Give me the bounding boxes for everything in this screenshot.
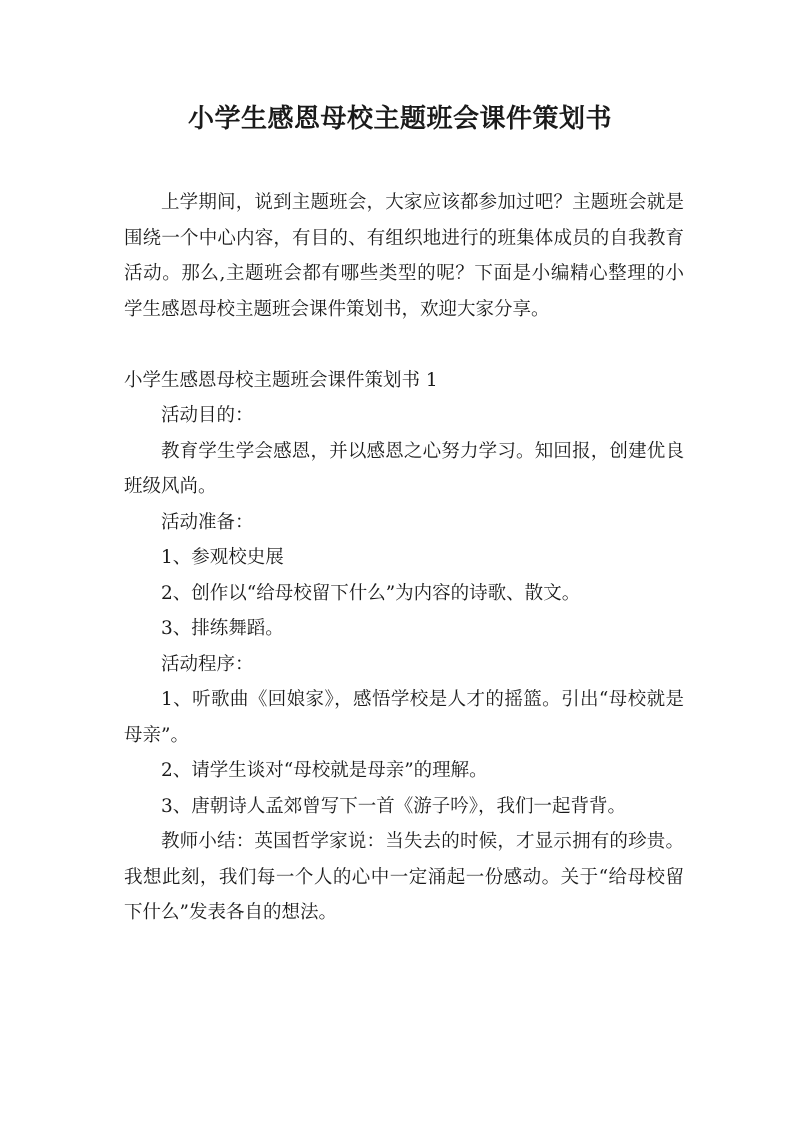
section-heading: 小学生感恩母校主题班会课件策划书 1 (124, 369, 438, 391)
paragraph-procedure-item-1: 1、听歌曲《回娘家》，感悟学校是人才的摇篮。引出“母校就是母亲”。 (124, 689, 684, 746)
paragraph-prep-label: 活动准备： (161, 511, 254, 533)
paragraph-prep-item-3: 3、排练舞蹈。 (161, 618, 284, 639)
paragraph-procedure-item-3: 3、唐朝诗人孟郊曾写下一首《游子吟》，我们一起背背。 (161, 795, 627, 817)
paragraph-procedure-item-2: 2、请学生谈对“母校就是母亲”的理解。 (161, 760, 488, 781)
document-body (124, 185, 684, 931)
paragraph-goal-label: 活动目的： (161, 405, 254, 426)
document-title: 小学生感恩母校主题班会课件策划书 (187, 104, 612, 134)
paragraph-prep-item-2: 2、创作以“给母校留下什么”为内容的诗歌、散文。 (161, 582, 581, 604)
paragraph-procedure-label: 活动程序： (161, 653, 254, 675)
paragraph-teacher-summary: 教师小结：英国哲学家说：当失去的时候，才显示拥有的珍贵。我想此刻，我们每一个人的心中一定涌起一份感动。关于“给母校留下什么”发表各自的想法。 (124, 831, 684, 923)
paragraph-goal-text: 教育学生学会感恩，并以感恩之心努力学习。知回报，创建优良班级风尚。 (124, 440, 684, 497)
paragraph-prep-item-1: 1、参观校史展 (161, 547, 284, 568)
intro-paragraph: 上学期间，说到主题班会，大家应该都参加过吧？主题班会就是围绕一个中心内容，有目的、有组织地进行的班集体成员的自我教育活动。那么,主题班会都有哪些类型的呢？下面是小编精心整理的小学生感恩母校主题班会课件策划书，欢迎大家分享。 (124, 192, 684, 320)
